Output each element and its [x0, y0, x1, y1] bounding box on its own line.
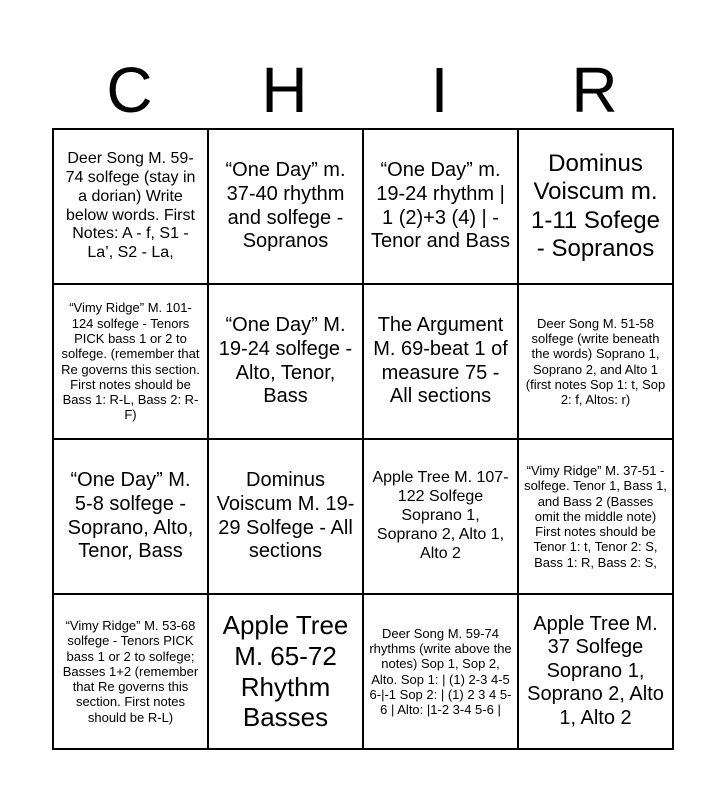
- bingo-cell-r2c1[interactable]: “Vimy Ridge” M. 101-124 solfege - Tenors PICK bass 1 or 2 to solfege. (remember that Re governs this section. First notes should be Bass 1: R-L, Bass 2: R-F): [53, 284, 208, 439]
- bingo-cell-r4c4[interactable]: Apple Tree M. 37 Solfege Soprano 1, Soprano 2, Alto 1, Alto 2: [518, 594, 673, 749]
- board-row-3: [53, 439, 673, 594]
- board-row-2: [53, 284, 673, 439]
- bingo-title: [52, 52, 672, 128]
- bingo-board: [52, 128, 674, 750]
- bingo-cell-r2c4[interactable]: Deer Song M. 51-58 solfege (write beneath the words) Soprano 1, Soprano 2, and Alto 1 (first notes Sop 1: t, Sop 2: f, Altos: r): [518, 284, 673, 439]
- bingo-cell-r1c4[interactable]: Dominus Voiscum m. 1-11 Sofege - Sopranos: [518, 129, 673, 284]
- title-letter-i: I: [430, 54, 449, 126]
- bingo-cell-r3c2[interactable]: Dominus Voiscum M. 19-29 Solfege - All sections: [208, 439, 363, 594]
- bingo-cell-r2c3[interactable]: The Argument M. 69-beat 1 of measure 75 - All sections: [363, 284, 518, 439]
- title-letter-h: H: [261, 54, 308, 126]
- bingo-cell-r3c3[interactable]: Apple Tree M. 107-122 Solfege Soprano 1, Soprano 2, Alto 1, Alto 2: [363, 439, 518, 594]
- bingo-cell-r1c2[interactable]: “One Day” m. 37-40 rhythm and solfege - Sopranos: [208, 129, 363, 284]
- bingo-cell-r2c2[interactable]: “One Day” M. 19-24 solfege - Alto, Tenor, Bass: [208, 284, 363, 439]
- bingo-cell-r3c4[interactable]: “Vimy Ridge” M. 37-51 - solfege. Tenor 1, Bass 1, and Bass 2 (Basses omit the middle note) First notes should be Tenor 1: t, Tenor 2: S, Bass 1: R, Bass 2: S,: [518, 439, 673, 594]
- bingo-cell-r3c1[interactable]: “One Day” M. 5-8 solfege - Soprano, Alto, Tenor, Bass: [53, 439, 208, 594]
- board-row-4: [53, 594, 673, 749]
- bingo-cell-r1c1[interactable]: Deer Song M. 59-74 solfege (stay in a dorian) Write below words. First Notes: A - f, S1 - La’, S2 - La,: [53, 129, 208, 284]
- bingo-cell-r4c2[interactable]: Apple Tree M. 65-72 Rhythm Basses: [208, 594, 363, 749]
- title-letter-c: C: [106, 54, 153, 126]
- bingo-cell-r4c3[interactable]: Deer Song M. 59-74 rhythms (write above the notes) Sop 1, Sop 2, Alto. Sop 1: | (1) 2-3 4-5 6-|-1 Sop 2: | (1) 2 3 4 5-6 | Alto: |1-2 3-4 5-6 |: [363, 594, 518, 749]
- bingo-cell-r4c1[interactable]: “Vimy Ridge” M. 53-68 solfege - Tenors PICK bass 1 or 2 to solfege; Basses 1+2 (remember that Re governs this section. First notes should be R-L): [53, 594, 208, 749]
- board-row-1: [53, 129, 673, 284]
- bingo-cell-r1c3[interactable]: “One Day” m. 19-24 rhythm | 1 (2)+3 (4) | - Tenor and Bass: [363, 129, 518, 284]
- title-letter-r: R: [571, 54, 618, 126]
